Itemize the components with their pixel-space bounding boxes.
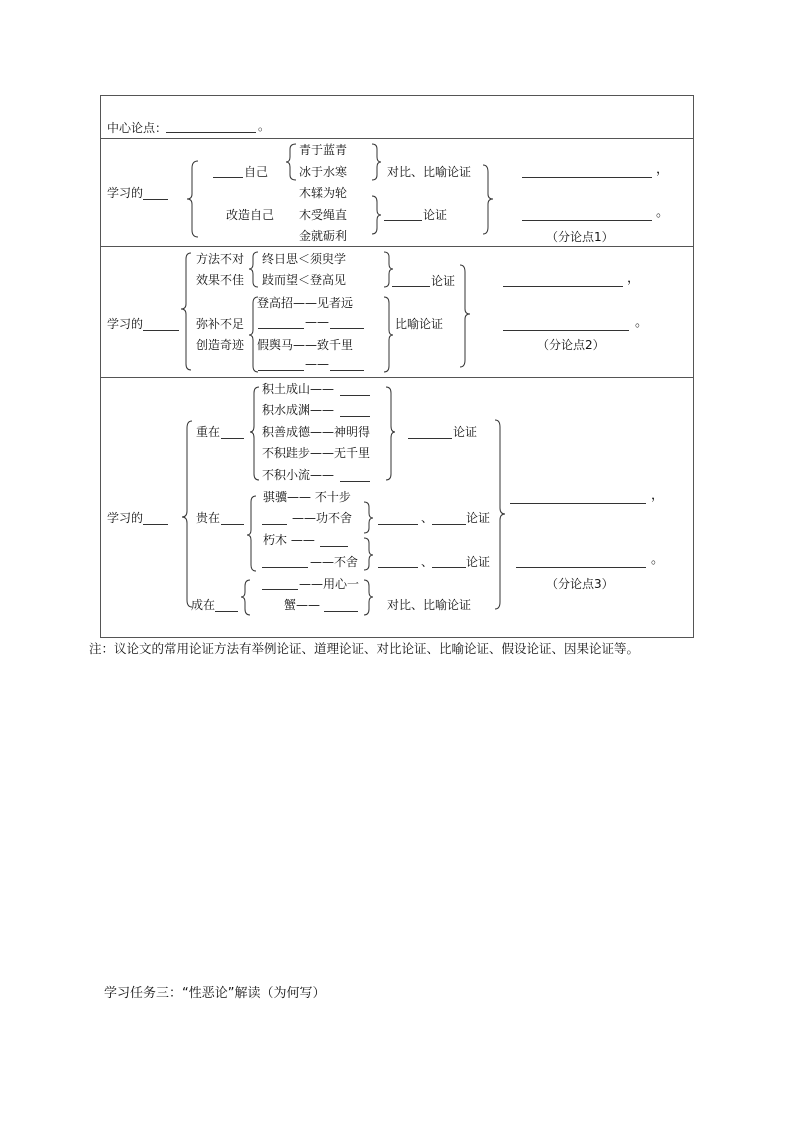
s2-subpoint-note: （分论点2） (537, 338, 605, 352)
s3-sep2: 、 (421, 555, 434, 569)
central-thesis-label: 中心论点： (107, 121, 168, 135)
s3-z4: 不积跬步——无千里 (262, 446, 371, 460)
s3-g4: ——不舍 (310, 555, 359, 569)
s2-title-blank[interactable] (143, 330, 179, 331)
s1-a1: 青于蓝青 (299, 143, 348, 157)
s3-g2: ——功不舍 (292, 511, 353, 525)
s3-value-blank[interactable] (221, 524, 244, 525)
row-divider (100, 246, 693, 247)
s3-z3: 积善成德——神明得 (262, 425, 371, 439)
s3-z2-blank[interactable] (340, 416, 370, 417)
s2-method1-label: 论证 (431, 274, 456, 288)
s1-period: 。 (656, 205, 670, 220)
s2-item2: 跂而望＜登高见 (262, 273, 347, 287)
s3-method-a2-blank[interactable] (432, 524, 466, 525)
s1-b2-label: 改造自己 (226, 208, 275, 222)
s3-subpoint-note: （分论点3） (546, 577, 614, 591)
s2-item1: 终日思＜须臾学 (262, 252, 347, 266)
s3-z5-blank[interactable] (340, 481, 370, 482)
s2-group1b: 效果不佳 (196, 273, 245, 287)
s2-item3: 登高招——见者远 (257, 296, 354, 310)
s3-method-a1-blank[interactable] (378, 524, 418, 525)
task-heading: 学习任务三：“性恶论”解读（为何写） (104, 986, 326, 1001)
s3-cm: 对比、比喻论证 (387, 598, 472, 612)
s1-subpoint-note: （分论点1） (546, 230, 614, 244)
s1-b1-label: 自己 (244, 165, 269, 179)
s3-zm-label: 论证 (453, 425, 478, 439)
s3-focus-blank[interactable] (221, 438, 244, 439)
s1-comma: ， (656, 162, 670, 177)
s2-dash2: —— (305, 357, 329, 371)
s2-group2b: 创造奇迹 (196, 338, 245, 352)
central-thesis-end: 。 (258, 119, 271, 133)
s3-z1: 积土成山—— (262, 382, 335, 396)
s3-z2: 积水成渊—— (262, 403, 335, 417)
s3-g2-blank[interactable] (262, 524, 287, 525)
s3-g1: 骐骥—— 不十步 (263, 490, 351, 504)
s2-comma: ， (627, 271, 641, 286)
s3-answer1-blank[interactable] (510, 503, 646, 504)
s3-c1-blank[interactable] (262, 589, 298, 590)
s3-method-b-label: 论证 (466, 555, 491, 569)
s3-period: 。 (651, 552, 665, 567)
s2-group1a: 方法不对 (196, 252, 245, 266)
s2-item4-blank-b[interactable] (330, 328, 364, 329)
s2-item4-blank-a[interactable] (258, 328, 304, 329)
row-divider (100, 138, 693, 139)
s1-c2: 木受绳直 (299, 208, 348, 222)
s2-item6-blank-a[interactable] (258, 370, 304, 371)
s2-dash1: —— (305, 315, 329, 329)
s3-method-a-label: 论证 (466, 511, 491, 525)
s2-answer1-blank[interactable] (503, 286, 623, 287)
s1-b1-blank[interactable] (213, 177, 243, 178)
s3-focus-label: 重在 (196, 425, 221, 439)
s3-value-label: 贵在 (196, 511, 221, 525)
s3-answer2-blank[interactable] (516, 567, 646, 568)
s1-method1: 对比、比喻论证 (387, 165, 472, 179)
s3-comma: ， (651, 488, 665, 503)
s3-result-blank[interactable] (215, 611, 238, 612)
s1-title-blank[interactable] (143, 199, 168, 200)
s3-g3-blank[interactable] (320, 546, 348, 547)
s1-answer2-blank[interactable] (522, 220, 652, 221)
s1-a2: 冰于水寒 (299, 165, 348, 179)
s1-method2-blank[interactable] (384, 220, 422, 221)
s1-c3: 金就砺利 (299, 229, 348, 243)
s2-item5: 假舆马——致千里 (257, 338, 354, 352)
s2-method2: 比喻论证 (395, 317, 444, 331)
s2-answer2-blank[interactable] (503, 330, 629, 331)
s1-method2-label: 论证 (423, 208, 448, 222)
s3-g4-blank[interactable] (262, 567, 308, 568)
s3-result-label: 成在 (191, 598, 216, 612)
s3-title-blank[interactable] (143, 524, 168, 525)
s3-z5: 不积小流—— (262, 468, 335, 482)
s3-c1: ——用心一 (299, 577, 360, 591)
s3-sep1: 、 (421, 511, 434, 525)
s1-answer1-blank[interactable] (522, 177, 652, 178)
s3-method-b2-blank[interactable] (432, 567, 466, 568)
s2-method1-blank[interactable] (392, 286, 430, 287)
s3-zm-blank[interactable] (408, 438, 452, 439)
central-thesis-blank[interactable] (166, 132, 256, 133)
s3-title: 学习的 (107, 511, 144, 525)
row-divider (100, 377, 693, 378)
footnote: 注：议论文的常用论证方法有举例论证、道理论证、对比论证、比喻论证、假设论证、因果论证等。 (89, 641, 640, 656)
s1-title: 学习的 (107, 186, 144, 200)
s2-title: 学习的 (107, 317, 144, 331)
s2-item6-blank-b[interactable] (330, 370, 364, 371)
s1-c1: 木𫐓为轮 (299, 186, 348, 200)
s3-c2-blank[interactable] (324, 611, 358, 612)
s3-g3: 朽木 —— (263, 533, 315, 547)
s2-group2a: 弥补不足 (196, 317, 245, 331)
s2-period: 。 (635, 315, 649, 330)
s3-method-b1-blank[interactable] (378, 567, 418, 568)
s3-z1-blank[interactable] (340, 395, 370, 396)
s3-c2: 蟹—— (284, 598, 321, 612)
